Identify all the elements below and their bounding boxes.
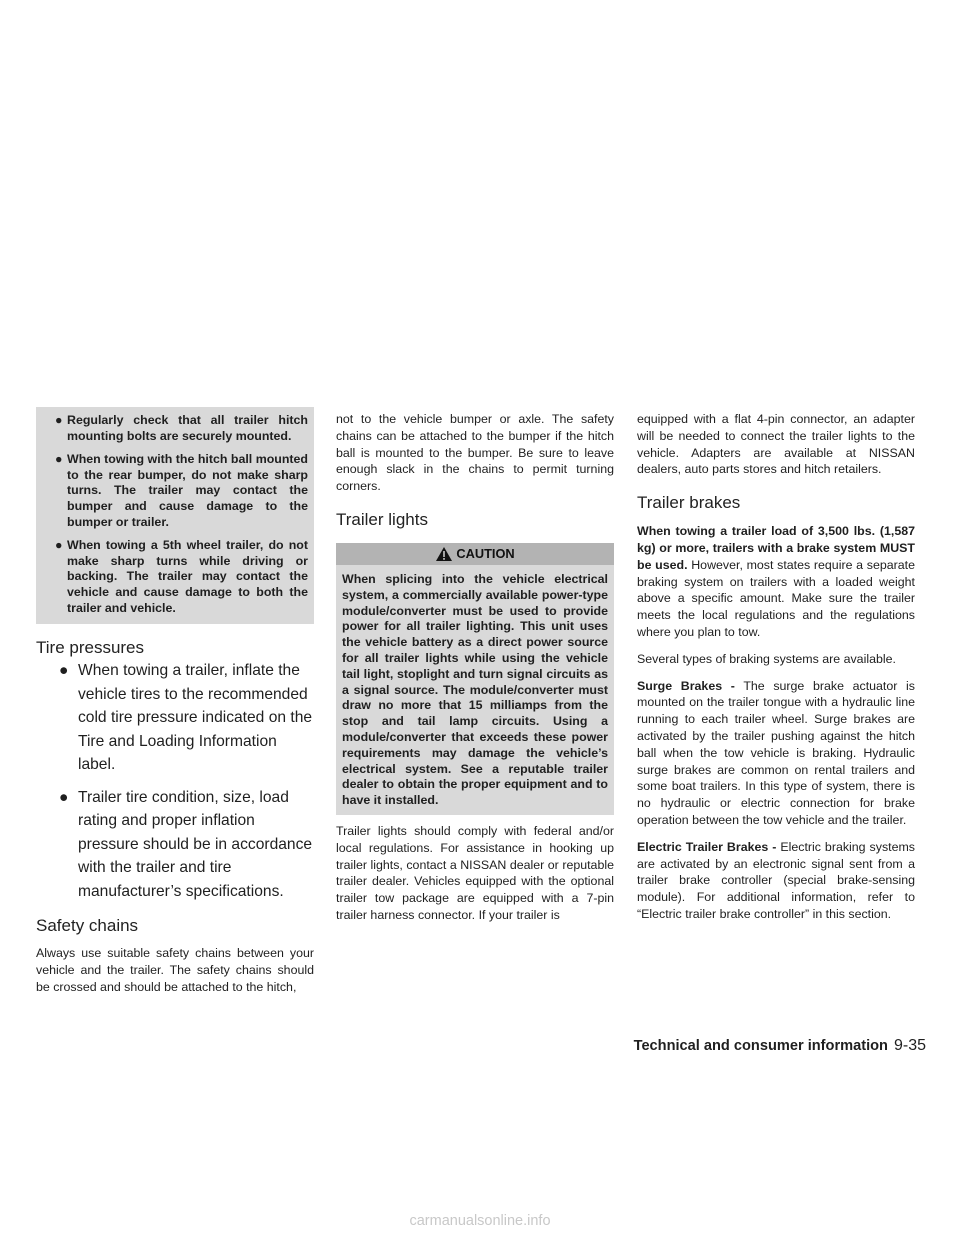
page-footer [634, 1037, 926, 1055]
continued-text: equipped with a flat 4-pin connector, an adapter will be needed to connect the trailer lights to the vehicle. Adapters are available at NISSAN dealers, auto parts stores and hitch retailers. [637, 412, 915, 477]
warning-item: ● When towing a 5th wheel trailer, do not make sharp turns while driving or backing. The trailer may contact the vehicle and cause damage to both the trailer and vehicle. [55, 538, 308, 615]
continued-text: not to the vehicle bumper or axle. The safety chains can be attached to the bumper if the hitch ball is mounted to the bumper. Be sure to leave enough slack in the chains to permit turning corners. [336, 412, 614, 494]
warning-item: ● Regularly check that all trailer hitch mounting bolts are securely mounted. [55, 413, 308, 443]
section-title: Technical and consumer information [633, 1038, 888, 1054]
trailer-brakes-heading: Trailer brakes [637, 493, 741, 513]
electric-brakes-para: Electric Trailer Brakes - Electric braking systems are activated by an electronic signal sent from a trailer brake controller (special brake-sensing module). For additional information, refer to “Electric trailer brake controller” in this section. [637, 839, 915, 921]
tire-pressures-heading: Tire pressures [36, 638, 145, 658]
brakes-intro: When towing a trailer load of 3,500 lbs. (1,587 kg) or more, trailers with a brake system MUST be used. However, most states require a separate braking system on trailers with a loaded weight above a specific amount. Make sure the trailer meets the local regulations and the regulations where you plan to tow. [637, 524, 915, 639]
column-left [36, 407, 314, 996]
trailer-lights-heading: Trailer lights [336, 509, 428, 529]
trailer-lights-text: Trailer lights should comply with federal and/or local regulations. For assistance in hooking up trailer lights, contact a NISSAN dealer or reputable trailer dealer. Vehicles equipped with the optional trailer tow package are equipped with a 7-pin trailer harness connector. If your trailer is [336, 823, 614, 922]
page-number: 9-35 [893, 1037, 926, 1054]
bullet: ● [55, 538, 63, 553]
bullet: ● [59, 788, 69, 806]
safety-chains-heading: Safety chains [36, 916, 139, 936]
bullet: ● [55, 413, 63, 427]
caution-body: When splicing into the vehicle electrical system, a commercially available power-type module/converter must be used to provide power for all trailer lighting. This unit uses the vehicle battery as a direct power source for all trailer lights while using the vehicle tail light, stoplight and turn signal circuits as a signal source. The module/converter must draw no more that 15 milliamps from the stop and tail lamp circuits. Using a module/converter that exceeds these power requirements may damage the vehicle’s electrical system. See a reputable trailer dealer to obtain the proper equipment and to have it installed. [336, 565, 614, 815]
safety-chains-text: Always use suitable safety chains between your vehicle and the trailer. The safety chains should be crossed and should be attached to the hitch, [36, 946, 314, 994]
warning-item: ● When towing with the hitch ball mounted to the rear bumper, do not make sharp turns. The trailer may contact the bumper and cause damage to the bumper or trailer. [55, 452, 308, 529]
caution-header [336, 543, 614, 565]
bullet: ● [59, 662, 69, 680]
list-item: ● Trailer tire condition, size, load rating and proper inflation pressure should be in accordance with the trailer and tire manufacturer’s specifications. [36, 786, 314, 904]
column-middle [336, 411, 614, 924]
surge-brakes-para: Surge Brakes - The surge brake actuator is mounted on the trailer tongue with a hydraulic line running to each trailer wheel. Surge brakes are activated by the trailer pushing against the hitch ball when the tow vehicle is braking. Hydraulic surge brakes are common on rental trailers and some boat trailers. In this type of system, there is no hydraulic or electric connection for brake operation between the tow vehicle and the trailer. [637, 678, 915, 827]
caution-label: CAUTION [456, 546, 515, 562]
column-right [637, 411, 915, 923]
list-item: ● When towing a trailer, inflate the vehicle tires to the recommended cold tire pressure indicated on the Tire and Loading Information label. [36, 659, 314, 777]
watermark: carmanualsonline.info [409, 1213, 551, 1229]
warning-triangle-icon [435, 546, 453, 562]
brakes-several: Several types of braking systems are available. [637, 651, 896, 666]
warning-box [36, 407, 314, 624]
bullet: ● [55, 452, 63, 467]
